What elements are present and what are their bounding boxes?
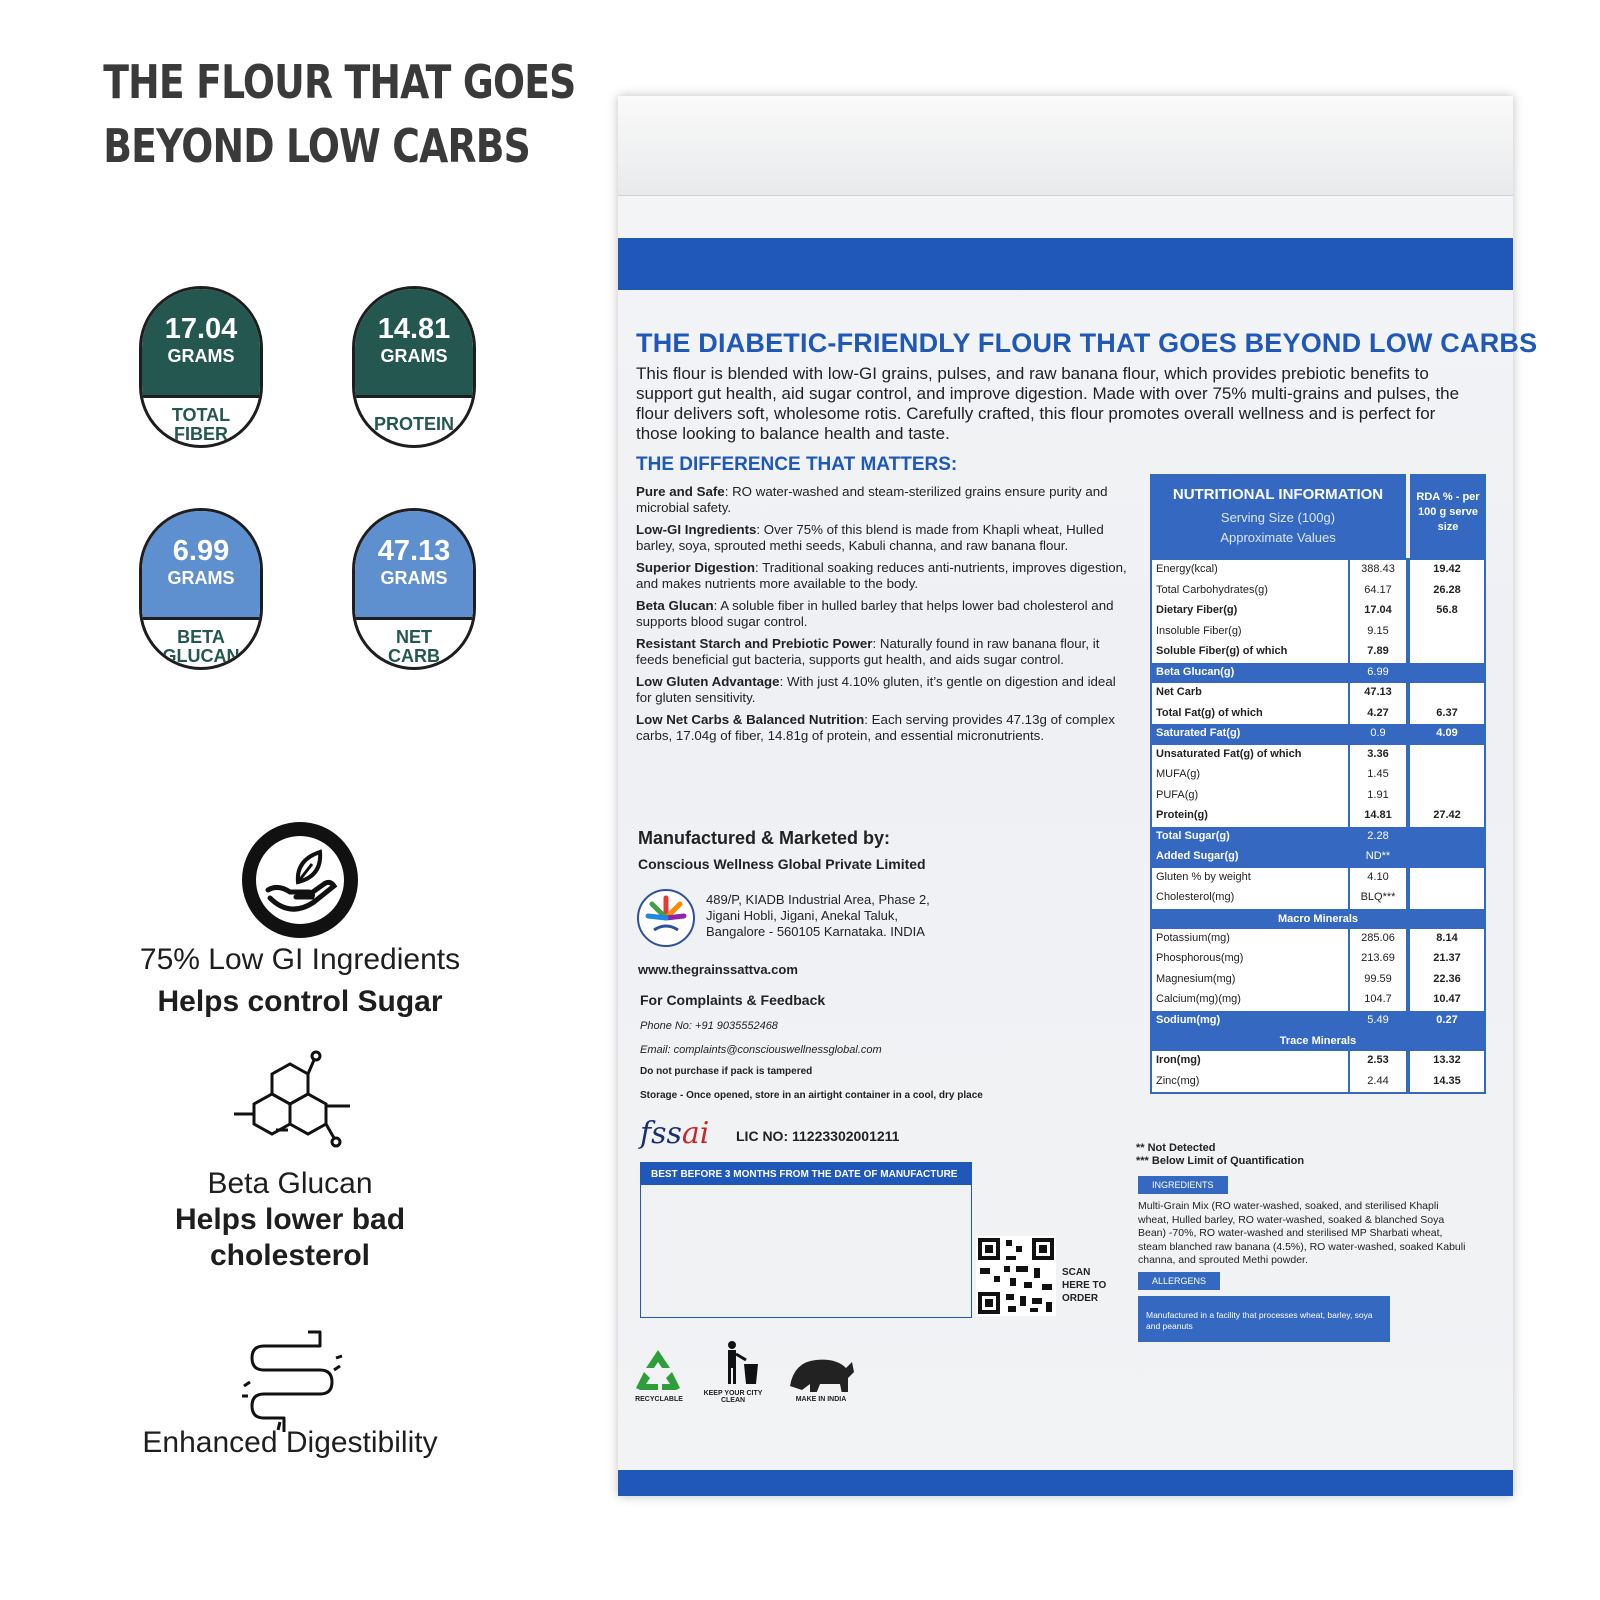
pack-bottom-band	[618, 1470, 1513, 1496]
nutrient-label: Soluble Fiber(g) of which	[1156, 645, 1288, 657]
nutrient-value: 9.15	[1367, 624, 1389, 637]
nutrient-label: Calcium(mg)(mg)	[1156, 993, 1241, 1005]
nutrient-value: 104.7	[1364, 993, 1392, 1005]
nutrient-label: Sodium(mg)	[1156, 1013, 1221, 1026]
nutrition-table	[1150, 474, 1486, 1094]
best-before-box	[640, 1162, 972, 1318]
nutrient-value: 17.04	[1364, 604, 1392, 616]
table-row	[1150, 724, 1486, 745]
trace-rows	[1150, 1051, 1486, 1094]
stat-value: 14.81	[377, 313, 451, 345]
feature-line-2: Helps lower bad cholesterol	[174, 1203, 406, 1272]
nutrient-value: 3.36	[1367, 747, 1389, 760]
nutrient-rda: 4.09	[1436, 727, 1458, 739]
nutrient-label: Potassium(mg)	[1156, 931, 1230, 944]
website-link[interactable]: www.thegrainssattva.com	[638, 962, 798, 977]
nutrient-value: 4.10	[1367, 870, 1389, 883]
qr-code-icon[interactable]	[976, 1236, 1056, 1321]
nutrient-value: 64.17	[1364, 583, 1392, 596]
manufacturer-address: 489/P, KIADB Industrial Area, Phase 2, Jigani Hobli, Jigani, Anekal Taluk, Bangalore - 560105 Karnataka. INDIA	[706, 892, 930, 939]
phone-number: Phone No: +91 9035552468	[640, 1020, 778, 1032]
nutrient-rda: 26.28	[1433, 583, 1461, 596]
nutrient-value: 285.06	[1361, 931, 1395, 944]
nutrient-value: 213.69	[1361, 952, 1395, 964]
brand-logo-icon	[636, 888, 696, 953]
rda-header: RDA % - per 100 g serve size	[1410, 474, 1486, 558]
feature-line-1: 75% Low GI Ingredients	[139, 943, 461, 976]
table-row	[1150, 560, 1486, 581]
table-row	[1150, 786, 1486, 807]
list-item: Superior Digestion: Traditional soaking reduces anti-nutrients, improves digestion, and makes nutrients more available to the body.	[636, 560, 1127, 591]
stat-label: PROTEIN	[373, 414, 454, 434]
nutrient-label: Dietary Fiber(g)	[1156, 604, 1238, 616]
make-in-india-lion-icon	[786, 1352, 856, 1397]
nutrient-label: Insoluble Fiber(g)	[1156, 624, 1242, 637]
table-row	[1150, 929, 1486, 950]
nutrient-label: Total Fat(g) of which	[1156, 706, 1263, 719]
nutrient-label: Iron(mg)	[1156, 1054, 1201, 1066]
stat-label: TOTAL FIBER	[171, 404, 231, 444]
difference-title: THE DIFFERENCE THAT MATTERS:	[636, 454, 958, 475]
table-row	[1150, 806, 1486, 827]
feature-line-1: Beta Glucan	[207, 1167, 373, 1200]
complaints-title: For Complaints & Feedback	[640, 992, 826, 1008]
stat-unit: GRAMS	[167, 568, 235, 588]
nutrient-label: Energy(kcal)	[1156, 563, 1218, 575]
nutrient-rda: 8.14	[1436, 931, 1458, 944]
keep-clean-icon	[722, 1340, 762, 1391]
stat-beta-glucan	[139, 508, 263, 670]
nutrient-label: Total Carbohydrates(g)	[1156, 583, 1268, 596]
pack-title: THE DIABETIC-FRIENDLY FLOUR THAT GOES BEYOND LOW CARBS	[636, 328, 1538, 358]
table-row	[1150, 970, 1486, 991]
table-row	[1150, 1011, 1486, 1032]
nutrient-rda: 19.42	[1433, 563, 1461, 575]
feature-digestibility	[140, 1424, 440, 1461]
headline-line-1: THE FLOUR THAT GOES	[103, 55, 576, 109]
allergens-text: Manufactured in a facility that processes wheat, barley, soya and peanuts	[1138, 1296, 1390, 1342]
table-row	[1150, 622, 1486, 643]
nutrient-value: 6.99	[1367, 665, 1389, 678]
pack-top-band	[618, 238, 1513, 290]
table-row	[1150, 888, 1486, 909]
ingredients-text: Multi-Grain Mix (RO water-washed, soaked, and sterilised Khapli wheat, Hulled barley, RO water-washed, soaked & blanched Soya Bean) -70%, RO water-washed and sterilised MP Sharbati wheat, steam blanched raw banana (4.5%), RO water-washed, soaked Kabuli channa, and sprouted Methi powder.	[1138, 1200, 1466, 1266]
nutrient-label: Added Sugar(g)	[1156, 850, 1239, 862]
stat-label: BETA GLUCAN	[162, 626, 240, 666]
nutrient-value: 388.43	[1361, 563, 1395, 575]
list-item: Pure and Safe: RO water-washed and steam-sterilized grains ensure purity and microbial safety.	[636, 484, 1108, 515]
table-row	[1150, 704, 1486, 725]
stat-unit: GRAMS	[380, 568, 448, 588]
nutrient-value: 4.27	[1367, 706, 1389, 719]
table-row	[1150, 949, 1486, 970]
nutrient-rda: 56.8	[1436, 604, 1458, 616]
feature-line-1: Enhanced Digestibility	[142, 1426, 438, 1459]
nutrition-rows	[1150, 558, 1486, 909]
table-row	[1150, 868, 1486, 889]
nutrient-label: Saturated Fat(g)	[1156, 727, 1241, 739]
stat-value: 6.99	[172, 535, 230, 567]
feature-beta-glucan	[140, 1166, 440, 1274]
storage-instructions: Storage - Once opened, store in an airtight container in a cool, dry place	[640, 1090, 983, 1101]
molecule-icon	[232, 1050, 362, 1165]
nutrient-value: 1.45	[1367, 768, 1389, 780]
nutrient-rda: 13.32	[1433, 1054, 1461, 1066]
footnotes	[1136, 1142, 1304, 1168]
table-row	[1150, 683, 1486, 704]
feature-low-gi	[120, 942, 480, 1020]
table-row	[1150, 663, 1486, 684]
table-row	[1150, 745, 1486, 766]
headline	[103, 50, 576, 178]
stat-unit: GRAMS	[167, 346, 235, 366]
nutrient-value: 2.44	[1367, 1074, 1389, 1087]
nutrient-label: PUFA(g)	[1156, 788, 1199, 801]
table-row	[1150, 642, 1486, 663]
table-row	[1150, 601, 1486, 622]
fssai-logo: fssai	[640, 1116, 710, 1151]
nutrient-value: 7.89	[1367, 645, 1389, 657]
list-item: Beta Glucan: A soluble fiber in hulled barley that helps lower bad cholesterol and supports blood sugar control.	[636, 598, 1114, 629]
headline-line-2: BEYOND LOW CARBS	[103, 119, 530, 173]
product-pack	[618, 96, 1538, 1496]
nutrient-label: Beta Glucan(g)	[1156, 665, 1235, 678]
nutrient-label: Phosphorous(mg)	[1156, 952, 1244, 964]
nutrient-label: Total Sugar(g)	[1156, 829, 1230, 842]
serving-size: Serving Size (100g)	[1220, 510, 1336, 525]
badge-keep-city-clean: KEEP YOUR CITY CLEAN	[703, 1390, 763, 1404]
nutrient-value: 99.59	[1364, 972, 1392, 985]
nutrient-label: Gluten % by weight	[1156, 870, 1251, 883]
table-row	[1150, 990, 1486, 1011]
best-before-label: BEST BEFORE 3 MONTHS FROM THE DATE OF MANUFACTURE	[641, 1163, 971, 1185]
nutrient-value: 5.49	[1367, 1013, 1389, 1026]
stat-label: NET CARB	[388, 626, 440, 666]
list-item: Low Gluten Advantage: With just 4.10% gluten, it’s gentle on digestion and ideal for gluten sensitivity.	[636, 674, 1116, 705]
nutrient-label: Unsaturated Fat(g) of which	[1156, 747, 1302, 760]
allergens-label: ALLERGENS	[1138, 1272, 1220, 1290]
nutrient-value: ND**	[1365, 850, 1391, 862]
table-row	[1150, 765, 1486, 786]
nutrient-label: Magnesium(mg)	[1156, 972, 1236, 985]
nutrient-value: 2.53	[1367, 1054, 1389, 1066]
footnote-blq: *** Below Limit of Quantification	[1136, 1155, 1305, 1167]
stat-value: 17.04	[164, 313, 238, 345]
table-row	[1150, 1072, 1486, 1093]
nutrient-value: 1.91	[1367, 788, 1389, 801]
table-row	[1150, 827, 1486, 848]
scan-to-order-label: SCAN HERE TO ORDER	[1062, 1267, 1107, 1304]
email-address: Email: complaints@consciouswellnessglobal.com	[640, 1044, 882, 1056]
stat-net-carb	[352, 508, 476, 670]
nutrient-value: BLQ***	[1360, 891, 1396, 903]
table-row	[1150, 581, 1486, 602]
nutrient-value: 47.13	[1364, 686, 1392, 698]
stat-unit: GRAMS	[380, 346, 448, 366]
stat-total-fiber	[139, 286, 263, 448]
license-number: LIC NO: 11223302001211	[736, 1128, 900, 1144]
recycle-icon	[632, 1348, 684, 1397]
nutrient-value: 14.81	[1364, 809, 1392, 821]
nutrient-value: 0.9	[1370, 727, 1386, 739]
nutrient-label: Zinc(mg)	[1156, 1074, 1200, 1087]
table-row	[1150, 847, 1486, 868]
nutrient-rda: 0.27	[1436, 1013, 1458, 1026]
ingredients-label: INGREDIENTS	[1138, 1176, 1228, 1194]
pack-seal	[618, 96, 1513, 196]
manufacturer-name: Conscious Wellness Global Private Limited	[638, 856, 926, 872]
nutrient-label: Net Carb	[1156, 686, 1202, 698]
nutrient-rda: 27.42	[1433, 809, 1461, 821]
stat-value: 47.13	[377, 535, 451, 567]
trace-minerals-title: Trace Minerals	[1150, 1031, 1486, 1051]
macro-rows	[1150, 929, 1486, 1032]
pack-intro: This flour is blended with low-GI grains, pulses, and raw banana flour, which provides prebiotic benefits to support gut health, aid sugar control, and improve digestion. Made with over 75% multi-grains and pulses, the flour delivers soft, wholesome rotis. Carefully crafted, this flour promotes overall wellness and is perfect for those looking to balance health and taste.	[636, 364, 1460, 443]
list-item: Resistant Starch and Prebiotic Power: Naturally found in raw banana flour, it feeds beneficial gut bacteria, supports gut health, and aids sugar control.	[636, 636, 1100, 667]
badge-recyclable: RECYCLABLE	[635, 1396, 683, 1403]
hand-leaf-icon	[240, 820, 360, 945]
macro-minerals-title: Macro Minerals	[1150, 909, 1486, 929]
table-row	[1150, 1051, 1486, 1072]
nutrition-title: NUTRITIONAL INFORMATION	[1172, 486, 1384, 503]
stat-protein	[352, 286, 476, 448]
badge-make-in-india: MAKE IN INDIA	[795, 1396, 847, 1403]
nutrient-label: MUFA(g)	[1156, 768, 1200, 780]
nutrient-rda: 21.37	[1433, 952, 1461, 964]
footnote-not-detected: ** Not Detected	[1136, 1142, 1216, 1154]
nutrient-label: Protein(g)	[1156, 809, 1208, 821]
nutrient-rda: 10.47	[1433, 993, 1461, 1005]
nutrient-rda: 6.37	[1436, 706, 1458, 719]
nutrient-value: 2.28	[1367, 829, 1389, 842]
manufacturer-title: Manufactured & Marketed by:	[638, 828, 891, 848]
list-item: Low-GI Ingredients: Over 75% of this blend is made from Khapli wheat, Hulled barley, soya, sprouted methi seeds, Kabuli channa, and raw banana flour.	[636, 522, 1104, 553]
nutrient-label: Cholesterol(mg)	[1156, 891, 1235, 903]
difference-list	[636, 484, 1131, 750]
list-item: Low Net Carbs & Balanced Nutrition: Each serving provides 47.13g of complex carbs, 17.04g of fiber, 14.81g of protein, and essential micronutrients.	[636, 712, 1115, 743]
tamper-warning: Do not purchase if pack is tampered	[640, 1066, 813, 1077]
approximate-values: Approximate Values	[1220, 530, 1336, 545]
nutrient-rda: 22.36	[1433, 972, 1461, 985]
nutrient-rda: 14.35	[1433, 1074, 1461, 1087]
feature-line-2: Helps control Sugar	[157, 985, 443, 1018]
